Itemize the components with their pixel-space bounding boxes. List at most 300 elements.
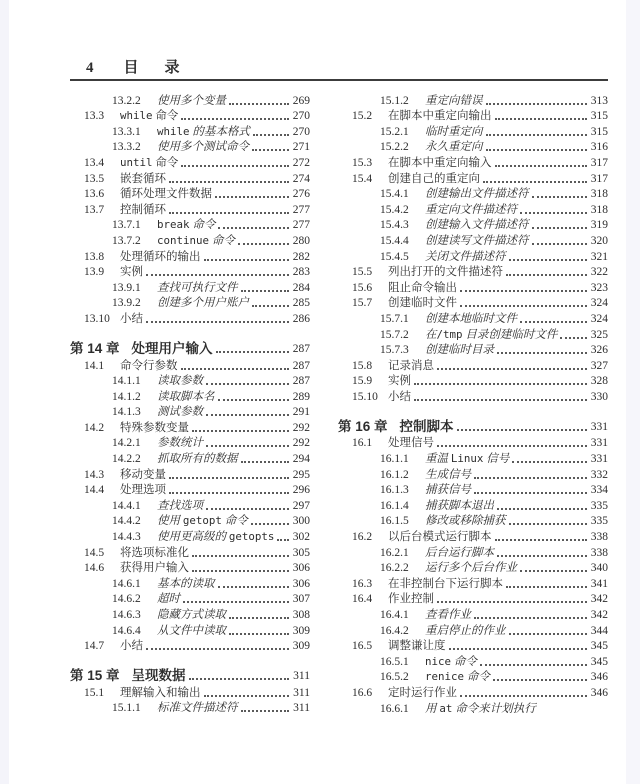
dot-leader [460,695,587,697]
toc-entry-page: 302 [292,531,310,544]
toc-entry [338,373,608,389]
dot-leader [169,477,289,479]
toc-entry-number: 13.9 [84,266,105,279]
toc-entry-title: 从文件中读取 [157,624,226,637]
toc-entry-title: 处理用户输入 [131,340,213,356]
toc-entry-page: 280 [292,234,310,247]
toc-entry [338,684,608,700]
dot-leader [474,477,587,479]
toc-entry-number: 14.1.1 [112,375,141,388]
toc-entry-page: 308 [292,609,310,621]
toc-entry-page: 271 [292,141,310,154]
toc-entry-page: 282 [292,250,310,263]
toc-entry [338,528,608,544]
toc-entry-title: 调整谦让度 [388,640,446,653]
toc-entry-number: 15.4.5 [380,250,409,263]
toc-entry [338,669,608,685]
toc-entry-title: 使用 getopt 命令 [157,514,248,528]
toc-entry-page: 325 [590,328,608,341]
toc-entry-number: 16.5.2 [380,671,409,684]
dot-leader [493,679,587,681]
dot-leader [486,103,587,105]
dot-leader [169,181,289,183]
dot-leader [520,212,587,214]
toc-entry-title: 捕获信号 [425,484,471,497]
toc-entry-title: 抓取所有的数据 [157,453,238,466]
toc-entry [338,139,608,155]
toc-entry-title: 获得用户输入 [120,562,189,575]
toc-entry [338,295,608,311]
toc-entry [70,92,310,108]
toc-entry [338,123,608,139]
dot-leader [146,648,289,650]
toc-entry [70,357,310,373]
toc-entry-page: 292 [292,437,310,450]
dot-leader [486,134,587,136]
dot-leader [520,570,587,572]
toc-entry-title: while 命令 [120,109,179,123]
toc-columns [70,92,608,716]
toc-entry-title: 阻止命令输出 [388,281,457,294]
toc-entry-page: 317 [590,156,608,169]
toc-chapter-entry [338,404,608,435]
toc-entry-number: 第 16 章 [338,418,388,434]
toc-entry [70,544,310,560]
toc-entry [338,357,608,373]
dot-leader [497,555,587,557]
toc-entry-title: 创建输入文件描述符 [425,219,529,232]
page-header [70,56,608,76]
toc-entry [338,466,608,482]
toc-entry-page: 317 [590,172,608,185]
toc-entry-number: 15.7.1 [380,312,409,325]
dot-leader [169,212,289,214]
toc-entry-number: 16.3 [352,577,373,590]
toc-entry [70,528,310,544]
toc-entry-number: 16.1.1 [380,453,409,466]
toc-entry-number: 15.4.2 [380,203,409,216]
toc-entry-page: 287 [292,359,310,372]
toc-entry-title: 创建临时文件 [388,297,457,310]
toc-entry [70,217,310,233]
toc-entry-title: 列出打开的文件描述符 [388,266,503,279]
toc-entry-page: 346 [590,686,608,699]
toc-entry [338,232,608,248]
toc-entry [338,435,608,451]
command-name: break [157,218,190,232]
dot-leader [509,259,587,261]
dot-leader [560,337,586,339]
toc-entry-page: 338 [590,546,608,559]
toc-entry-page: 315 [590,125,608,138]
toc-entry-number: 16.2.2 [380,562,409,575]
toc-entry [70,310,310,326]
toc-entry-title: 使用更高级的 getopts [157,530,275,544]
command-name: continue [157,233,210,247]
toc-entry [70,560,310,576]
toc-entry [338,342,608,358]
toc-entry-title: 生成信号 [425,468,471,481]
toc-entry [70,638,310,654]
dot-leader [181,368,289,370]
toc-entry-number: 14.1.3 [112,406,141,419]
dot-leader [192,430,289,432]
dot-leader [215,196,289,198]
toc-entry-title: 后台运行脚本 [425,546,494,559]
toc-entry [70,186,310,202]
toc-entry-number: 14.1.2 [112,390,141,403]
toc-entry [70,450,310,466]
toc-entry-title: 处理选项 [120,484,166,497]
dot-leader [146,274,289,276]
toc-entry-page: 321 [590,250,608,263]
toc-entry-number: 14.4.3 [112,531,141,544]
toc-entry-page: 289 [292,390,310,403]
command-name: getopt [182,514,222,528]
toc-entry-title: 小结 [388,390,411,403]
toc-entry-title: renice 命令 [425,670,490,684]
toc-entry-page: 331 [590,437,608,450]
toc-entry [70,154,310,170]
toc-entry [70,513,310,529]
dot-leader [229,633,289,635]
toc-entry-number: 15.8 [352,359,373,372]
toc-entry-title: 查看作业 [425,609,471,621]
dot-leader [414,383,587,385]
toc-entry-page: 335 [590,499,608,512]
toc-entry-page: 309 [292,624,310,637]
toc-entry [338,201,608,217]
toc-entry-page: 346 [590,671,608,684]
dot-leader [474,492,587,494]
toc-entry-title: 读取脚本名 [157,390,215,403]
toc-entry-title: 永久重定向 [425,141,483,154]
toc-entry-title: 捕获脚本退出 [425,499,494,512]
toc-entry-title: 将选项标准化 [120,546,189,559]
toc-entry [338,248,608,264]
dot-leader [520,321,587,323]
toc-entry-page: 327 [590,359,608,372]
toc-entry-title: continue 命令 [157,233,235,247]
toc-entry [338,186,608,202]
dot-leader [189,678,290,680]
toc-entry-title: 重定向文件描述符 [425,203,517,216]
dot-leader [457,429,587,431]
toc-entry-page: 269 [292,94,310,107]
command-name: until [120,155,153,169]
dot-leader [460,305,587,307]
toc-entry-page: 285 [292,297,310,310]
toc-entry-page: 296 [292,484,310,497]
toc-entry-page: 326 [590,344,608,357]
header-rule [70,79,608,81]
toc-entry-page: 311 [293,670,310,683]
toc-entry-page: 335 [590,515,608,528]
toc-entry-page: 340 [590,562,608,575]
toc-entry [70,684,310,700]
toc-entry-title: 临时重定向 [425,125,483,138]
dot-leader [414,399,587,401]
toc-column-right [338,92,608,716]
toc-entry-number: 14.6.2 [112,593,141,606]
toc-entry [338,591,608,607]
toc-entry-title: 在非控制台下运行脚本 [388,577,503,590]
dot-leader [532,227,587,229]
toc-column-left [70,92,310,716]
toc-entry [338,108,608,124]
toc-entry-number: 15.7.2 [380,328,409,341]
toc-chapter-entry [70,326,310,357]
toc-entry-page: 311 [293,686,310,699]
dot-leader [146,321,289,323]
toc-entry-title: 实例 [388,375,411,388]
toc-entry-page: 342 [590,609,608,621]
toc-entry-number: 13.2.2 [112,94,141,107]
toc-entry-page: 322 [590,266,608,279]
toc-entry [338,450,608,466]
toc-entry-title: 创建自己的重定向 [388,172,480,185]
toc-entry [70,123,310,139]
toc-entry-page: 311 [293,702,310,715]
toc-entry-title: break 命令 [157,218,216,232]
toc-entry [70,575,310,591]
toc-entry-number: 15.9 [352,375,373,388]
toc-entry-page: 283 [292,266,310,279]
dot-leader [437,445,587,447]
toc-entry-title: 创建临时目录 [425,344,494,357]
toc-entry-page: 318 [590,203,608,216]
command-name: renice [425,670,465,684]
toc-entry-page: 318 [590,188,608,201]
toc-entry-title: 处理信号 [388,437,434,450]
toc-entry-title: 读取参数 [157,375,203,388]
toc-entry-number: 15.6 [352,281,373,294]
toc-entry-title: 循环处理文件数据 [120,188,212,201]
page-title: 目录 [123,60,206,76]
dot-leader [495,118,587,120]
toc-entry-title: 重启停止的作业 [425,624,506,637]
toc-entry-title: 创建多个用户账户 [157,297,249,310]
dot-leader [241,710,290,712]
toc-entry [338,560,608,576]
toc-entry-title: 实例 [120,266,143,279]
toc-entry [70,264,310,280]
dot-leader [253,134,289,136]
toc-entry [338,497,608,513]
dot-leader [474,617,587,619]
toc-entry [70,404,310,420]
toc-entry-number: 14.6 [84,562,105,575]
toc-entry-page: 342 [590,593,608,606]
toc-entry-number: 13.10 [84,312,110,325]
dot-leader [181,165,288,167]
toc-entry-title: 嵌套循环 [120,172,166,185]
toc-entry-title: 标准文件描述符 [157,702,238,715]
toc-entry-number: 16.2 [352,531,373,544]
toc-entry-number: 13.6 [84,188,105,201]
toc-entry-number: 13.5 [84,172,105,185]
dot-leader [183,601,289,603]
dot-leader [218,399,289,401]
toc-entry-page: 331 [590,453,608,466]
toc-entry-number: 16.1.5 [380,515,409,528]
toc-entry-number: 15.4 [352,172,373,185]
toc-entry-page: 300 [292,515,310,528]
toc-entry-number: 15.4.3 [380,219,409,232]
command-name: Linux [450,452,484,466]
command-name: while [120,109,153,123]
toc-entry-number: 13.8 [84,250,105,263]
toc-entry-number: 16.4 [352,593,373,606]
toc-entry-title: 重温 Linux 信号 [425,452,510,466]
dot-leader [204,259,289,261]
dot-leader [238,243,289,245]
toc-entry-number: 14.6.4 [112,624,141,637]
toc-entry [338,513,608,529]
dot-leader [252,305,289,307]
toc-entry-title: 移动变量 [120,468,166,481]
dot-leader [437,601,587,603]
dot-leader [437,368,587,370]
dot-leader [218,227,288,229]
toc-entry-title: while 的基本格式 [157,124,250,138]
toc-entry [70,435,310,451]
toc-entry-page: 315 [590,110,608,123]
toc-entry-page: 328 [590,375,608,388]
toc-chapter-entry [70,653,310,684]
dot-leader [495,539,587,541]
toc-entry-number: 15.5 [352,266,373,279]
toc-entry [70,606,310,622]
toc-entry [338,279,608,295]
toc-entry [70,139,310,155]
command-name: at [439,701,453,715]
toc-entry-number: 13.7.2 [112,234,141,247]
toc-entry-page: 324 [590,297,608,310]
toc-entry-number: 15.4.1 [380,188,409,201]
dot-leader [241,461,289,463]
dot-leader [509,523,587,525]
toc-entry-page: 287 [292,342,310,355]
toc-entry [338,154,608,170]
dot-leader [449,648,587,650]
toc-entry-title: 小结 [120,312,143,325]
dot-leader [206,508,289,510]
toc-entry-title: 在脚本中重定向输入 [388,156,492,169]
toc-entry-title: 修改或移除捕获 [425,515,506,528]
toc-entry-number: 14.1 [84,359,105,372]
toc-entry [338,700,608,716]
toc-entry-number: 14.6.3 [112,609,141,621]
dot-leader [277,539,288,541]
toc-entry [70,232,310,248]
toc-entry-number: 14.4 [84,484,105,497]
toc-entry-title: 在脚本中重定向输出 [388,110,492,123]
toc-entry-title: 呈现数据 [131,668,186,684]
dot-leader [509,633,587,635]
toc-entry-page: 344 [590,624,608,637]
toc-entry-number: 14.7 [84,640,105,653]
toc-entry-title: 关闭文件描述符 [425,250,506,263]
toc-entry-number: 15.3 [352,156,373,169]
toc-entry-page: 334 [590,484,608,497]
toc-entry-page: 313 [590,94,608,107]
toc-entry-number: 13.7 [84,203,105,216]
toc-entry-title: 查找选项 [157,499,203,512]
toc-entry [338,264,608,280]
toc-entry-number: 14.4.2 [112,515,141,528]
command-name: /tmp [436,327,463,341]
toc-entry-number: 14.3 [84,468,105,481]
toc-entry-title: 运行多个后台作业 [425,562,517,575]
toc-entry-number: 15.1.1 [112,702,141,715]
toc-entry-page: 292 [292,421,310,434]
toc-entry-page: 324 [590,312,608,325]
toc-entry [338,606,608,622]
toc-entry [70,466,310,482]
dot-leader [229,617,289,619]
toc-entry [70,170,310,186]
dot-leader [497,352,587,354]
toc-entry [338,653,608,669]
toc-entry-number: 16.5 [352,640,373,653]
dot-leader [486,149,587,151]
toc-entry-number: 13.7.1 [112,219,141,232]
toc-entry-title: 以后台模式运行脚本 [388,531,492,544]
toc-entry-page: 341 [590,577,608,590]
toc-entry-page: 277 [292,219,310,232]
dot-leader [192,570,289,572]
toc-entry-page: 270 [292,110,310,123]
toc-entry-number: 14.6.1 [112,577,141,590]
toc-entry [70,700,310,716]
toc-entry-page: 286 [292,312,310,325]
dot-leader [251,523,289,525]
toc-entry [70,388,310,404]
toc-entry-title: 使用多个测试命令 [157,141,249,154]
toc-entry [338,217,608,233]
toc-entry-number: 第 15 章 [70,668,120,684]
toc-entry-title: 创建读写文件描述符 [425,234,529,247]
toc-entry [70,622,310,638]
toc-entry-page: 306 [292,562,310,575]
dot-leader [181,118,288,120]
toc-entry-title: 作业控制 [388,593,434,606]
toc-entry-number: 16.4.2 [380,624,409,637]
toc-entry-page: 307 [292,593,310,606]
toc-entry-page: 276 [292,188,310,201]
toc-entry [338,638,608,654]
toc-entry [70,497,310,513]
toc-entry-number: 15.2.2 [380,141,409,154]
dot-leader [532,196,587,198]
toc-entry [70,591,310,607]
page-edge-left [0,0,9,784]
toc-entry-title: 记录消息 [388,359,434,372]
toc-entry-page: 297 [292,499,310,512]
toc-entry-number: 13.3 [84,110,105,123]
toc-entry-number: 16.2.1 [380,546,409,559]
toc-entry-title: 控制脚本 [399,418,454,434]
toc-entry [338,482,608,498]
toc-entry-page: 320 [590,234,608,247]
toc-entry-number: 第 14 章 [70,340,120,356]
toc-entry [338,575,608,591]
toc-page [70,56,608,716]
toc-entry-number: 14.5 [84,546,105,559]
toc-entry [70,295,310,311]
toc-entry [338,388,608,404]
